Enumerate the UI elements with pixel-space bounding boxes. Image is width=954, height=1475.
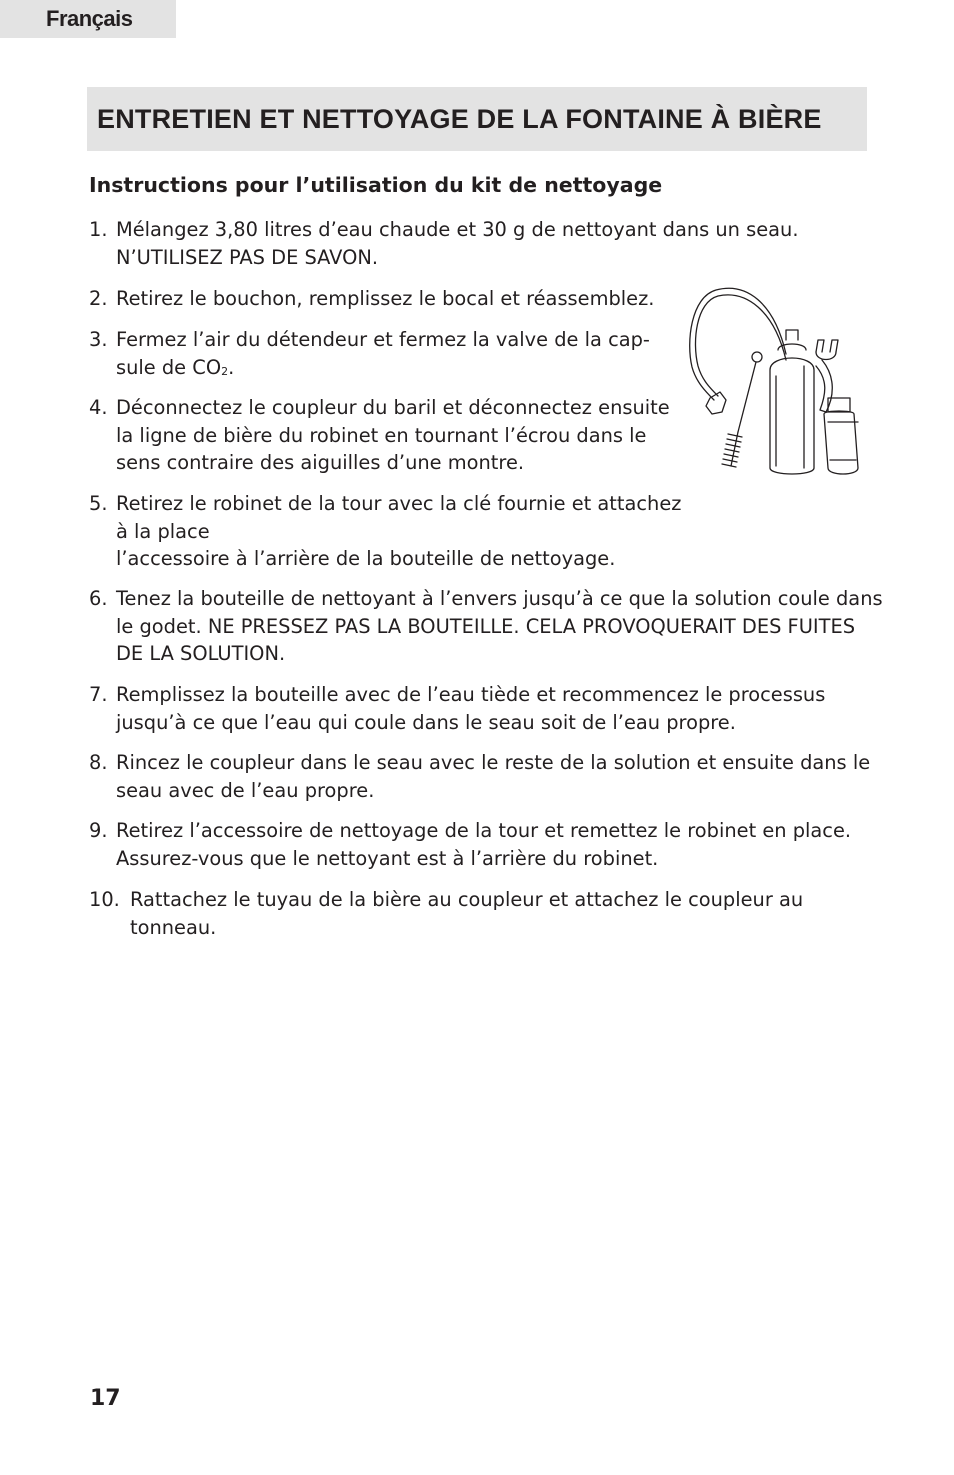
step-text: jusqu’à ce que l’eau qui coule dans le seau soit de l’eau propre. — [116, 710, 736, 734]
step-text: Tenez la bouteille de nettoyant à l’envers jusqu’à ce que la solution coule dans — [116, 587, 883, 610]
step-text: sule de CO — [116, 355, 222, 379]
step-text: Assurez-vous que le nettoyant est à l’arrière du robinet. — [116, 846, 659, 870]
step-7 — [89, 681, 825, 736]
step-text: à la place — [116, 519, 210, 543]
step-text-line — [116, 354, 650, 386]
step-number: 9. — [89, 819, 108, 842]
language-tab — [0, 0, 176, 38]
cleaning-bottle-icon — [770, 330, 814, 474]
step-text: Mélangez 3,80 litres d’eau chaude et 30 g de nettoyant dans un seau. — [116, 218, 799, 241]
step-9 — [89, 817, 851, 872]
section-title-bar — [87, 87, 867, 151]
step-8 — [89, 749, 870, 804]
hose-icon — [690, 288, 786, 400]
step-text: Remplissez la bouteille avec de l’eau tiède et recommencez le processus — [116, 683, 826, 706]
step-2 — [89, 285, 654, 313]
step-text: tonneau. — [130, 915, 217, 939]
step-text: Retirez le bouchon, remplissez le bocal et réassemblez. — [116, 287, 655, 310]
step-text: la ligne de bière du robinet en tournant l’écrou dans le — [116, 423, 647, 447]
step-number: 2. — [89, 287, 108, 310]
step-3 — [89, 326, 650, 385]
step-10 — [89, 886, 803, 941]
step-number: 4. — [89, 396, 108, 419]
step-1 — [89, 216, 799, 271]
step-number: 5. — [89, 492, 108, 515]
step-text: le godet. NE PRESSEZ PAS LA BOUTEILLE. CELA PROVOQUERAIT DES FUITES — [116, 614, 856, 638]
cleaning-brush-icon — [722, 352, 762, 467]
step-text: N’UTILISEZ PAS DE SAVON. — [116, 245, 379, 269]
step-text: Déconnectez le coupleur du baril et déconnectez ensuite — [116, 396, 670, 419]
step-text: l’accessoire à l’arrière de la bouteille de nettoyage. — [116, 547, 616, 570]
step-text: sens contraire des aiguilles d’une montre. — [116, 451, 525, 474]
step-number: 10. — [89, 888, 120, 911]
language-label: Français — [46, 6, 133, 31]
step-text: seau avec de l’eau propre. — [116, 778, 375, 802]
step-number: 7. — [89, 683, 108, 706]
step-number: 3. — [89, 328, 108, 351]
step-text: Retirez l’accessoire de nettoyage de la tour et remettez le robinet en place. — [116, 819, 852, 842]
step-text: Fermez l’air du détendeur et fermez la valve de la cap- — [116, 328, 650, 351]
step-number: 8. — [89, 751, 108, 774]
section-title: ENTRETIEN ET NETTOYAGE DE LA FONTAINE À BIÈRE — [97, 104, 822, 134]
instructions-subheading: Instructions pour l’utilisation du kit de nettoyage — [89, 173, 663, 197]
step-text: DE LA SOLUTION. — [116, 642, 286, 665]
page-number: 17 — [90, 1386, 121, 1411]
co2-subscript: 2 — [221, 364, 229, 378]
step-text: Rattachez le tuyau de la bière au coupleur et attachez le coupleur au — [130, 888, 804, 911]
step-text: Rincez le coupleur dans le seau avec le reste de la solution et ensuite dans le — [116, 751, 871, 774]
step-number: 6. — [89, 587, 108, 610]
step-number: 1. — [89, 218, 108, 241]
wrench-icon — [816, 340, 838, 412]
jar-icon — [824, 398, 858, 474]
step-5 — [89, 490, 681, 573]
step-6 — [89, 585, 883, 668]
step-4 — [89, 394, 670, 477]
step-text: Retirez le robinet de la tour avec la clé fournie et attachez — [116, 492, 682, 515]
step-text-suffix: . — [228, 355, 235, 379]
cleaning-kit-illustration — [686, 282, 864, 480]
